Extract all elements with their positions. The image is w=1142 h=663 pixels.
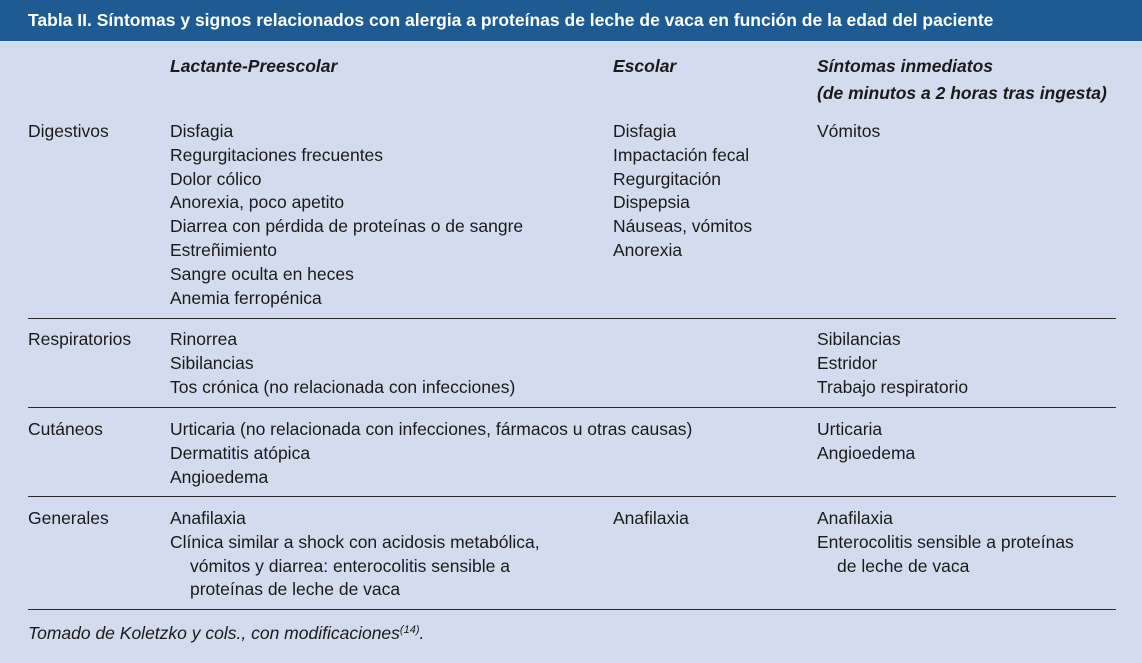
respiratorios-lactante-list — [170, 328, 515, 399]
list-item: Anafilaxia — [170, 508, 246, 528]
list-item: Disfagia — [613, 121, 677, 141]
list-item: Náuseas, vómitos — [613, 216, 753, 237]
list-item: Tos crónica (no relacionada con infecciones) — [170, 376, 516, 397]
list-item: Enterocolitis sensible a proteínas — [817, 531, 1074, 552]
row-category-cutaneos: Cutáneos — [28, 419, 103, 439]
list-item: de leche de vaca — [837, 555, 970, 576]
list-item: Angioedema — [170, 466, 269, 487]
digestivos-escolar-list — [613, 120, 752, 263]
row-divider — [28, 407, 1116, 408]
list-item: Trabajo respiratorio — [817, 376, 969, 397]
header-escolar: Escolar — [613, 56, 677, 76]
row-divider — [28, 318, 1116, 319]
footnote-end: . — [419, 623, 425, 643]
header-inmediatos: Síntomas inmediatos — [817, 56, 994, 76]
digestivos-lactante-list — [170, 120, 523, 310]
list-item: Rinorrea — [170, 329, 238, 349]
list-item: Anafilaxia — [817, 508, 893, 528]
header-inmediatos-sub: (de minutos a 2 horas tras ingesta) — [817, 83, 1107, 103]
generales-escolar-list — [613, 507, 689, 531]
cutaneos-lactante-list — [170, 418, 692, 489]
list-item: Impactación fecal — [613, 144, 750, 165]
list-item: Anafilaxia — [613, 508, 689, 528]
list-item: proteínas de leche de vaca — [190, 579, 401, 600]
list-item: Angioedema — [817, 442, 916, 463]
list-item: Dispepsia — [613, 192, 690, 213]
source-footnote — [28, 623, 424, 644]
table-title: Tabla II. Síntomas y signos relacionados con alergia a proteínas de leche de vaca en función de la edad del paciente — [0, 0, 1142, 41]
footnote-text: Tomado de Koletzko y cols., con modificaciones — [28, 623, 400, 643]
list-item: Sangre oculta en heces — [170, 263, 354, 284]
generales-lactante-list — [170, 507, 540, 602]
list-item: Anemia ferropénica — [170, 287, 322, 308]
list-item: Anorexia — [613, 239, 683, 260]
header-lactante: Lactante-Preescolar — [170, 56, 338, 76]
list-item: Disfagia — [170, 121, 234, 141]
list-item: Regurgitación — [613, 168, 721, 189]
list-item: Urticaria — [817, 419, 883, 439]
list-item: Estreñimiento — [170, 239, 277, 260]
row-divider — [28, 609, 1116, 610]
footnote-reference: (14) — [399, 624, 420, 636]
row-divider — [28, 496, 1116, 497]
list-item: Urticaria (no relacionada con infecciones, fármacos u otras causas) — [170, 419, 693, 439]
list-item: vómitos y diarrea: enterocolitis sensible a — [190, 555, 511, 576]
list-item: Sibilancias — [817, 329, 901, 349]
list-item: Dermatitis atópica — [170, 442, 311, 463]
list-item: Diarrea con pérdida de proteínas o de sangre — [170, 216, 524, 237]
row-category-respiratorios: Respiratorios — [28, 329, 132, 349]
list-item: Estridor — [817, 352, 878, 373]
list-item: Anorexia, poco apetito — [170, 192, 345, 213]
digestivos-inmediatos-list — [817, 120, 880, 144]
list-item: Vómitos — [817, 121, 881, 141]
list-item: Dolor cólico — [170, 168, 262, 189]
list-item: Clínica similar a shock con acidosis metabólica, — [170, 531, 540, 552]
respiratorios-inmediatos-list — [817, 328, 968, 399]
list-item: Sibilancias — [170, 352, 254, 373]
list-item: Regurgitaciones frecuentes — [170, 144, 384, 165]
row-category-digestivos: Digestivos — [28, 121, 109, 141]
cutaneos-inmediatos-list — [817, 418, 915, 466]
generales-inmediatos-list — [817, 507, 1074, 578]
row-category-generales: Generales — [28, 508, 109, 528]
